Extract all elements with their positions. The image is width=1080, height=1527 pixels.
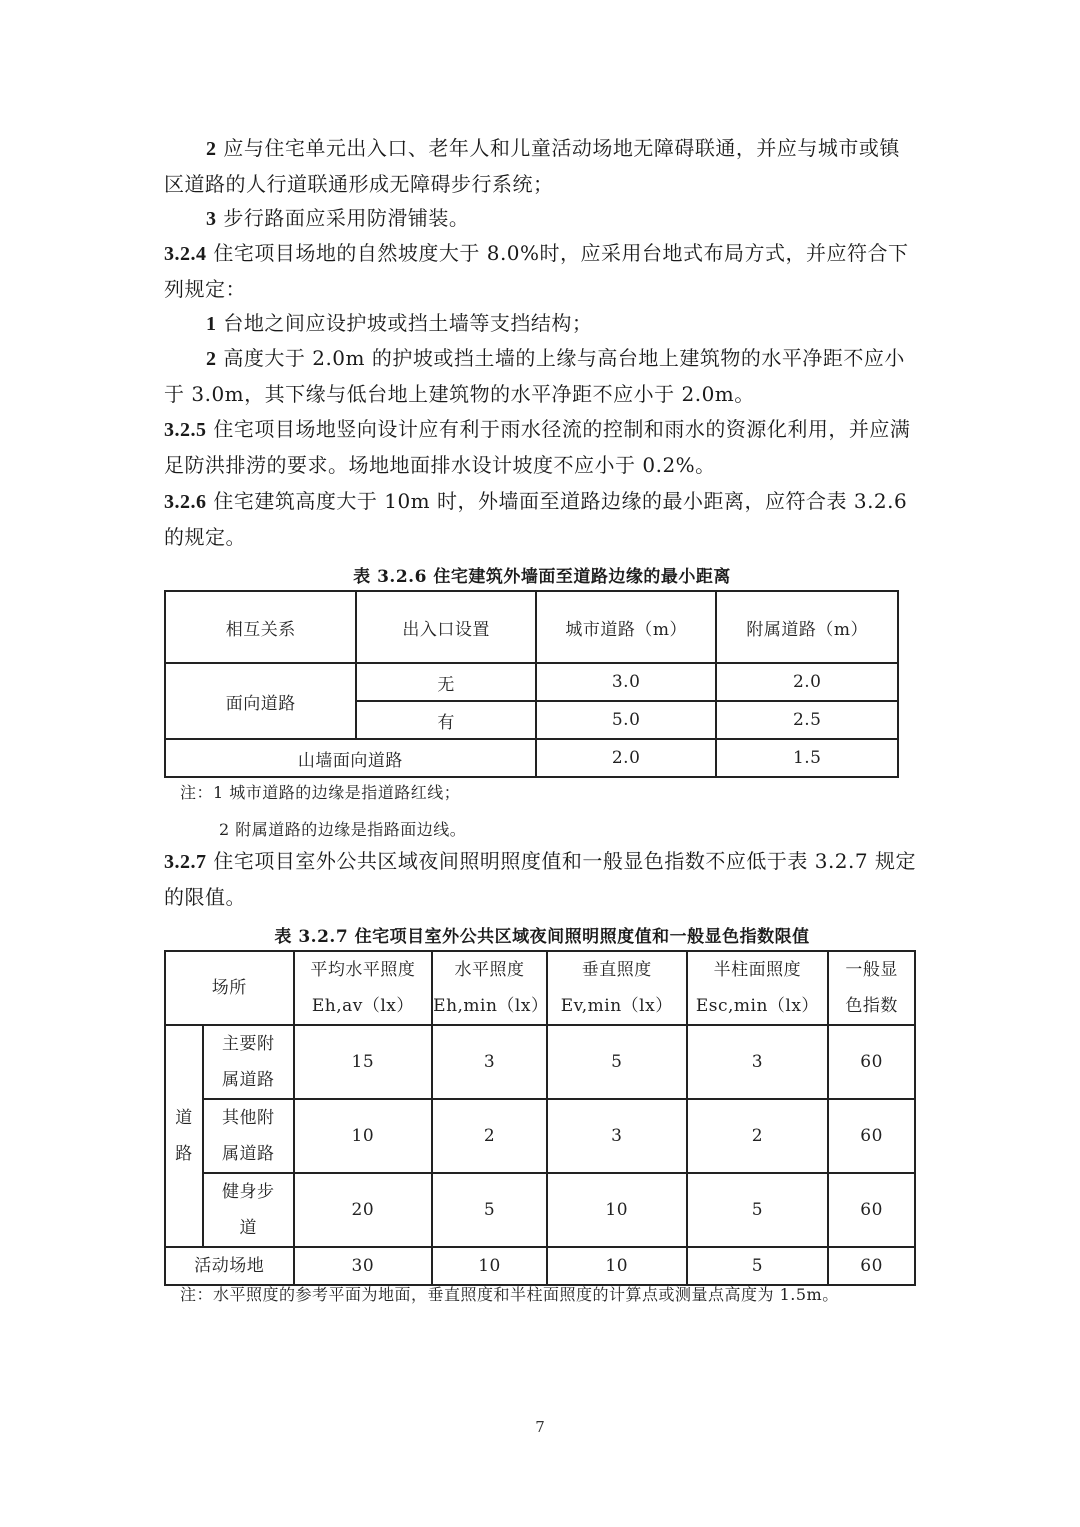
- row-label-cell: 活动场地: [165, 1247, 294, 1285]
- clause-3-2-6: [164, 484, 920, 555]
- header-cell: 相互关系: [165, 591, 356, 663]
- header-line: 垂直照度: [581, 960, 652, 980]
- clause-number: 3.2.7: [164, 851, 207, 873]
- table-cell: 无: [356, 663, 535, 701]
- table-3-2-6-caption: 表 3.2.6 住宅建筑外墙面至道路边缘的最小距离: [353, 567, 731, 587]
- header-line: 半柱面照度: [713, 960, 802, 980]
- table-cell: 5: [687, 1247, 829, 1285]
- header-cell-place: 场所: [165, 951, 294, 1025]
- table-cell: 60: [828, 1099, 915, 1173]
- road-group-cell: [165, 1025, 203, 1247]
- row-label-cell: [203, 1025, 294, 1099]
- table-3-2-7-caption: 表 3.2.7 住宅项目室外公共区域夜间照明照度值和一般显色指数限值: [274, 927, 810, 947]
- clause-number: 3.2.5: [164, 419, 207, 441]
- clause-text: 住宅项目场地的自然坡度大于 8.0%时，应采用台地式布局方式，并应符合下列规定：: [164, 241, 909, 301]
- table-cell: 5: [432, 1173, 547, 1247]
- table-cell: 30: [294, 1247, 433, 1285]
- table-cell: 10: [547, 1247, 687, 1285]
- table-3-2-7: [164, 950, 916, 1286]
- row-label-cell: [203, 1099, 294, 1173]
- clause-text: 住宅项目场地竖向设计应有利于雨水径流的控制和雨水的资源化利用，并应满足防洪排涝的要求。场地地面排水设计坡度不应小于 0.2%。: [164, 417, 911, 477]
- table-cell: 60: [828, 1247, 915, 1285]
- table-cell: 3: [547, 1099, 687, 1173]
- table-cell: 山墙面向道路: [165, 739, 536, 777]
- table-cell: 60: [828, 1173, 915, 1247]
- table-cell: 有: [356, 701, 535, 739]
- table-header-row: [165, 951, 915, 1025]
- header-cell: [828, 951, 915, 1025]
- table-row: [165, 1025, 915, 1099]
- header-cell: [547, 951, 687, 1025]
- header-line: Eh,min（lx）: [433, 996, 549, 1016]
- row-label-line: 主要附: [221, 1034, 275, 1054]
- paragraph-text: 高度大于 2.0m 的护坡或挡土墙的上缘与高台地上建筑物的水平净距不应小于 3.0m，其下缘与低台地上建筑物的水平净距不应小于 2.0m。: [164, 346, 905, 406]
- table-header-row: [165, 591, 898, 663]
- clause-number: 3.2.4: [164, 243, 207, 265]
- header-line: Eh,av（lx）: [311, 996, 414, 1016]
- table-cell: 5: [687, 1173, 829, 1247]
- header-cell: 出入口设置: [356, 591, 535, 663]
- paragraph-item-2: [164, 131, 920, 202]
- table-cell: 2: [432, 1099, 547, 1173]
- paragraph-text: 台地之间应设护坡或挡土墙等支挡结构；: [223, 311, 593, 335]
- table-note-1: 注：1 城市道路的边缘是指道路红线；: [180, 783, 461, 802]
- header-line: 色指数: [845, 996, 898, 1016]
- table-cell: 10: [547, 1173, 687, 1247]
- row-label-line: 道: [239, 1218, 257, 1238]
- table-row: [165, 1173, 915, 1247]
- clause-3-2-5: [164, 412, 920, 483]
- table-cell: 20: [294, 1173, 433, 1247]
- row-label-line: 属道路: [221, 1070, 275, 1090]
- paragraph-item-1: [164, 306, 920, 342]
- row-label-line: 属道路: [221, 1144, 275, 1164]
- row-label-line: 其他附: [221, 1108, 275, 1128]
- table-cell: 5: [547, 1025, 687, 1099]
- table-cell: 5.0: [536, 701, 717, 739]
- table-3-2-6: [164, 590, 899, 778]
- clause-3-2-4: [164, 236, 920, 307]
- header-line: Esc,min（lx）: [695, 996, 819, 1016]
- clause-text: 住宅建筑高度大于 10m 时，外墙面至道路边缘的最小距离，应符合表 3.2.6 的规定。: [164, 489, 908, 549]
- row-label-line: 健身步: [221, 1182, 275, 1202]
- table-cell: 3: [687, 1025, 829, 1099]
- item-number: 2: [206, 348, 217, 370]
- item-number: 3: [206, 208, 217, 230]
- header-line: 水平照度: [454, 960, 525, 980]
- table-cell: 2.0: [536, 739, 717, 777]
- header-cell: [432, 951, 547, 1025]
- item-number: 2: [206, 138, 217, 160]
- clause-number: 3.2.6: [164, 491, 207, 513]
- table-row: [165, 1247, 915, 1285]
- header-cell: 附属道路（m）: [716, 591, 898, 663]
- clause-text: 住宅项目室外公共区域夜间照明照度值和一般显色指数不应低于表 3.2.7 规定的限值。: [164, 849, 916, 909]
- road-label-line: 路: [175, 1144, 193, 1164]
- group-cell: 面向道路: [165, 663, 356, 739]
- paragraph-item-2b: [164, 341, 920, 412]
- table-cell: 2: [687, 1099, 829, 1173]
- table-cell: 60: [828, 1025, 915, 1099]
- paragraph-text: 应与住宅单元出入口、老年人和儿童活动场地无障碍联通，并应与城市或镇区道路的人行道联通形成无障碍步行系统；: [164, 136, 900, 196]
- header-cell: [294, 951, 433, 1025]
- table-cell: 2.0: [716, 663, 898, 701]
- paragraph-text: 步行路面应采用防滑铺装。: [223, 206, 470, 230]
- table-row: [165, 739, 898, 777]
- table-cell: 3: [432, 1025, 547, 1099]
- table-cell: 10: [294, 1099, 433, 1173]
- table-cell: 2.5: [716, 701, 898, 739]
- table-cell: 3.0: [536, 663, 717, 701]
- table-note: 注：水平照度的参考平面为地面，垂直照度和半柱面照度的计算点或测量点高度为 1.5m。: [180, 1285, 839, 1304]
- header-cell: [687, 951, 829, 1025]
- header-line: 一般显: [845, 960, 898, 980]
- road-label-line: 道: [175, 1108, 193, 1128]
- table-cell: 10: [432, 1247, 547, 1285]
- row-label-cell: [203, 1173, 294, 1247]
- table-note-2: 2 附属道路的边缘是指路面边线。: [219, 820, 467, 839]
- header-line: 平均水平照度: [310, 960, 416, 980]
- table-row: [165, 1099, 915, 1173]
- clause-3-2-7: [164, 844, 920, 915]
- table-row: [165, 663, 898, 701]
- header-line: Ev,min（lx）: [560, 996, 673, 1016]
- paragraph-item-3: [164, 201, 920, 237]
- table-cell: 15: [294, 1025, 433, 1099]
- table-cell: 1.5: [716, 739, 898, 777]
- header-cell: 城市道路（m）: [536, 591, 717, 663]
- page-number: 7: [535, 1418, 545, 1436]
- item-number: 1: [206, 313, 217, 335]
